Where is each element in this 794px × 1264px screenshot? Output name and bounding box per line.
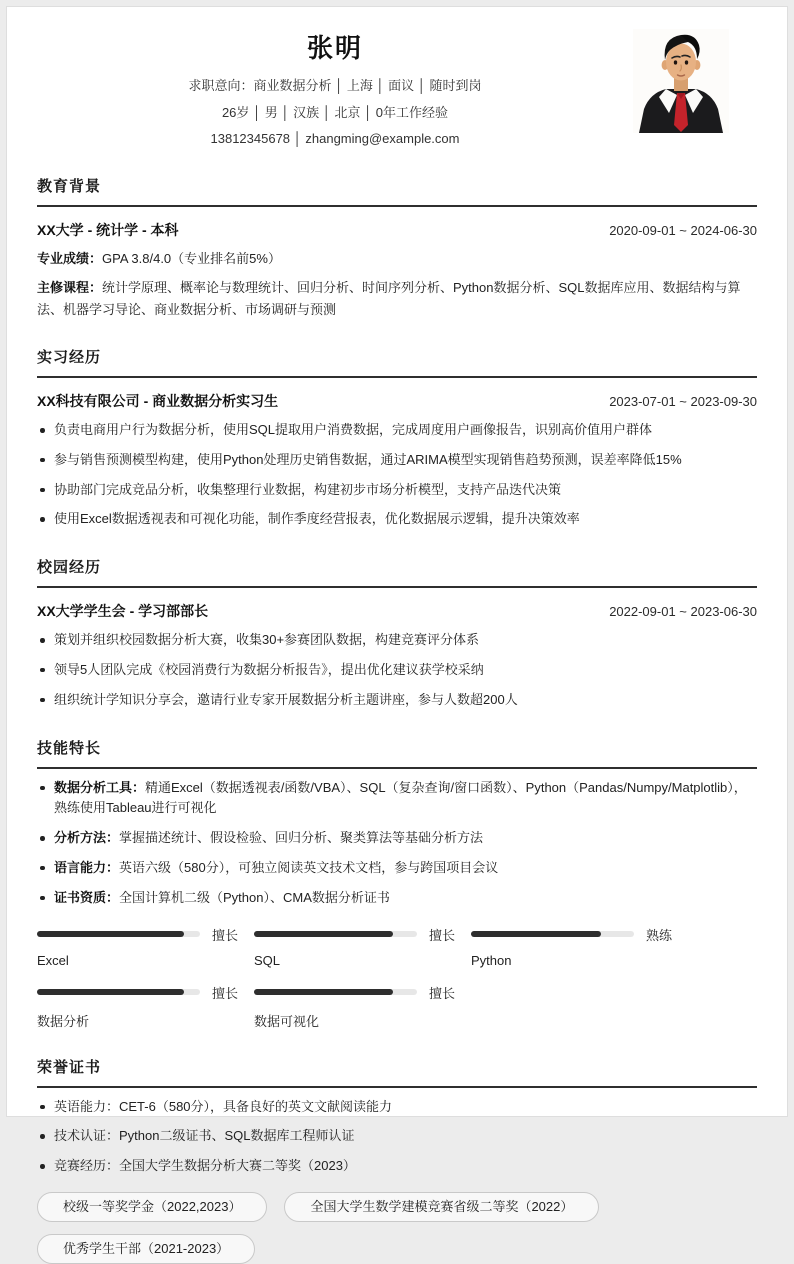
skills-bullet bbox=[37, 828, 757, 849]
section-title-campus: 校园经历 bbox=[37, 556, 757, 588]
honors-bullet: 英语能力：CET-6（580分），具备良好的英文文献阅读能力 bbox=[37, 1097, 757, 1118]
skills-bullet-list bbox=[37, 778, 757, 909]
courses-line bbox=[37, 277, 757, 320]
campus-date-range: 2022-09-01 ~ 2023-06-30 bbox=[609, 604, 757, 620]
section-campus bbox=[37, 556, 757, 710]
skill-progress-track bbox=[37, 989, 200, 995]
section-education bbox=[37, 175, 757, 320]
skill-progress-track bbox=[254, 931, 417, 937]
skill-progress-track bbox=[254, 989, 417, 995]
skills-bullet-text: 精通Excel（数据透视表/函数/VBA）、SQL（复杂查询/窗口函数）、Python（Pandas/Numpy/Matplotlib），熟练使用Tableau进行可视化 bbox=[54, 779, 747, 816]
internship-entry-head bbox=[37, 391, 757, 411]
internship-bullet-list bbox=[37, 420, 757, 530]
skills-bullet-text: 英语六级（580分），可独立阅读英文技术文档，参与跨国项目会议 bbox=[119, 859, 499, 875]
skills-bullet-label: 证书资质： bbox=[54, 889, 120, 905]
skills-bullet-label: 数据分析工具： bbox=[54, 779, 146, 795]
internship-bullet: 使用Excel数据透视表和可视化功能，制作季度经营报表，优化数据展示逻辑，提升决策效率 bbox=[37, 509, 757, 530]
internship-bullet: 参与销售预测模型构建，使用Python处理历史销售数据，通过ARIMA模型实现销售趋势预测，误差率降低15% bbox=[37, 450, 757, 471]
internship-bullet: 协助部门完成竞品分析，收集整理行业数据，构建初步市场分析模型，支持产品迭代决策 bbox=[37, 480, 757, 501]
skill-progress-track bbox=[471, 931, 634, 937]
skill-name: 数据可视化 bbox=[254, 1013, 320, 1029]
gpa-line bbox=[37, 248, 757, 269]
award-badge: 校级一等奖学金（2022,2023） bbox=[37, 1192, 267, 1222]
skill-level-label: 熟练 bbox=[646, 927, 673, 943]
school-degree: XX大学 - 统计学 - 本科 bbox=[37, 221, 179, 238]
skill-name: SQL bbox=[254, 952, 281, 968]
section-internship bbox=[37, 346, 757, 530]
resume-header bbox=[37, 7, 757, 149]
courses-value: 统计学原理、概率论与数理统计、回归分析、时间序列分析、Python数据分析、SQL数据库应用、数据结构与算法、机器学习导论、商业数据分析、市场调研与预测 bbox=[37, 280, 741, 317]
education-entry-head bbox=[37, 220, 757, 240]
skill-name: Excel bbox=[37, 952, 69, 968]
personal-info-line: 26岁 │ 男 │ 汉族 │ 北京 │ 0年工作经验 bbox=[221, 104, 449, 120]
skill-level-label: 擅长 bbox=[429, 927, 456, 943]
internship-bullet: 负责电商用户行为数据分析，使用SQL提取用户消费数据，完成周度用户画像报告，识别高价值用户群体 bbox=[37, 420, 757, 441]
education-date-range: 2020-09-01 ~ 2024-06-30 bbox=[609, 222, 757, 238]
section-honors bbox=[37, 1056, 757, 1264]
award-badge: 全国大学生数学建模竞赛省级二等奖（2022） bbox=[284, 1192, 599, 1222]
skills-bullet-label: 分析方法： bbox=[54, 830, 120, 846]
skill-level-label: 擅长 bbox=[429, 985, 456, 1001]
campus-bullet: 组织统计学知识分享会，邀请行业专家开展数据分析主题讲座，参与人数超200人 bbox=[37, 690, 757, 711]
skill-progress-fill bbox=[37, 989, 184, 995]
skill-progress-track bbox=[37, 931, 200, 937]
section-skills bbox=[37, 737, 757, 1030]
skill-meter-sql bbox=[254, 925, 471, 968]
skill-progress-fill bbox=[37, 931, 184, 937]
campus-entry-head bbox=[37, 601, 757, 621]
courses-label: 主修课程： bbox=[37, 280, 103, 296]
section-title-education: 教育背景 bbox=[37, 175, 757, 207]
skill-name: Python bbox=[471, 952, 512, 968]
skill-meter-python bbox=[471, 925, 688, 968]
skills-bullet bbox=[37, 888, 757, 909]
award-badge: 优秀学生干部（2021-2023） bbox=[37, 1234, 255, 1264]
gpa-value: GPA 3.8/4.0（专业排名前5%） bbox=[102, 250, 281, 266]
internship-date-range: 2023-07-01 ~ 2023-09-30 bbox=[609, 394, 757, 409]
skill-progress-fill bbox=[471, 931, 601, 937]
contact-line: 13812345678 │ zhangming@example.com bbox=[210, 131, 460, 147]
skill-meter-excel bbox=[37, 925, 254, 968]
profile-photo-illustration bbox=[633, 29, 729, 133]
campus-bullet: 领导5人团队完成《校园消费行为数据分析报告》，提出优化建议获学校采纳 bbox=[37, 660, 757, 681]
skill-meter-grid bbox=[37, 925, 757, 1030]
section-title-skills: 技能特长 bbox=[37, 737, 757, 769]
company-position: XX科技有限公司 - 商业数据分析实习生 bbox=[37, 393, 279, 409]
organization-role: XX大学学生会 - 学习部部长 bbox=[37, 603, 209, 620]
campus-bullet-list bbox=[37, 630, 757, 710]
section-title-internship: 实习经历 bbox=[37, 346, 757, 378]
skills-bullet-text: 掌握描述统计、假设检验、回归分析、聚类算法等基础分析方法 bbox=[119, 830, 484, 846]
job-intent-line: 求职意向：商业数据分析 │ 上海 │ 面议 │ 随时到岗 bbox=[188, 78, 482, 94]
gpa-label: 专业成绩： bbox=[37, 250, 103, 266]
skills-bullet-text: 全国计算机二级（Python）、CMA数据分析证书 bbox=[119, 889, 390, 905]
honors-bullet: 技术认证：Python二级证书、SQL数据库工程师认证 bbox=[37, 1126, 757, 1147]
award-badge-list bbox=[37, 1192, 757, 1264]
skills-bullet bbox=[37, 858, 757, 879]
skill-progress-fill bbox=[254, 989, 393, 995]
skills-bullet bbox=[37, 778, 757, 820]
section-title-honors: 荣誉证书 bbox=[37, 1056, 757, 1088]
skills-bullet-label: 语言能力： bbox=[54, 859, 120, 875]
profile-photo bbox=[633, 29, 729, 133]
skill-level-label: 擅长 bbox=[212, 985, 239, 1001]
skill-meter-data-analysis bbox=[37, 983, 254, 1030]
candidate-name: 张明 bbox=[306, 33, 363, 63]
skill-meter-data-viz bbox=[254, 983, 471, 1030]
honors-bullet: 竞赛经历：全国大学生数据分析大赛二等奖（2023） bbox=[37, 1156, 757, 1177]
skill-name: 数据分析 bbox=[37, 1013, 90, 1029]
honors-bullet-list bbox=[37, 1097, 757, 1177]
skill-progress-fill bbox=[254, 931, 393, 937]
resume-page bbox=[6, 6, 788, 1256]
skill-level-label: 擅长 bbox=[212, 927, 239, 943]
header-text-block bbox=[37, 7, 633, 149]
campus-bullet: 策划并组织校园数据分析大赛，收集30+参赛团队数据，构建竞赛评分体系 bbox=[37, 630, 757, 651]
